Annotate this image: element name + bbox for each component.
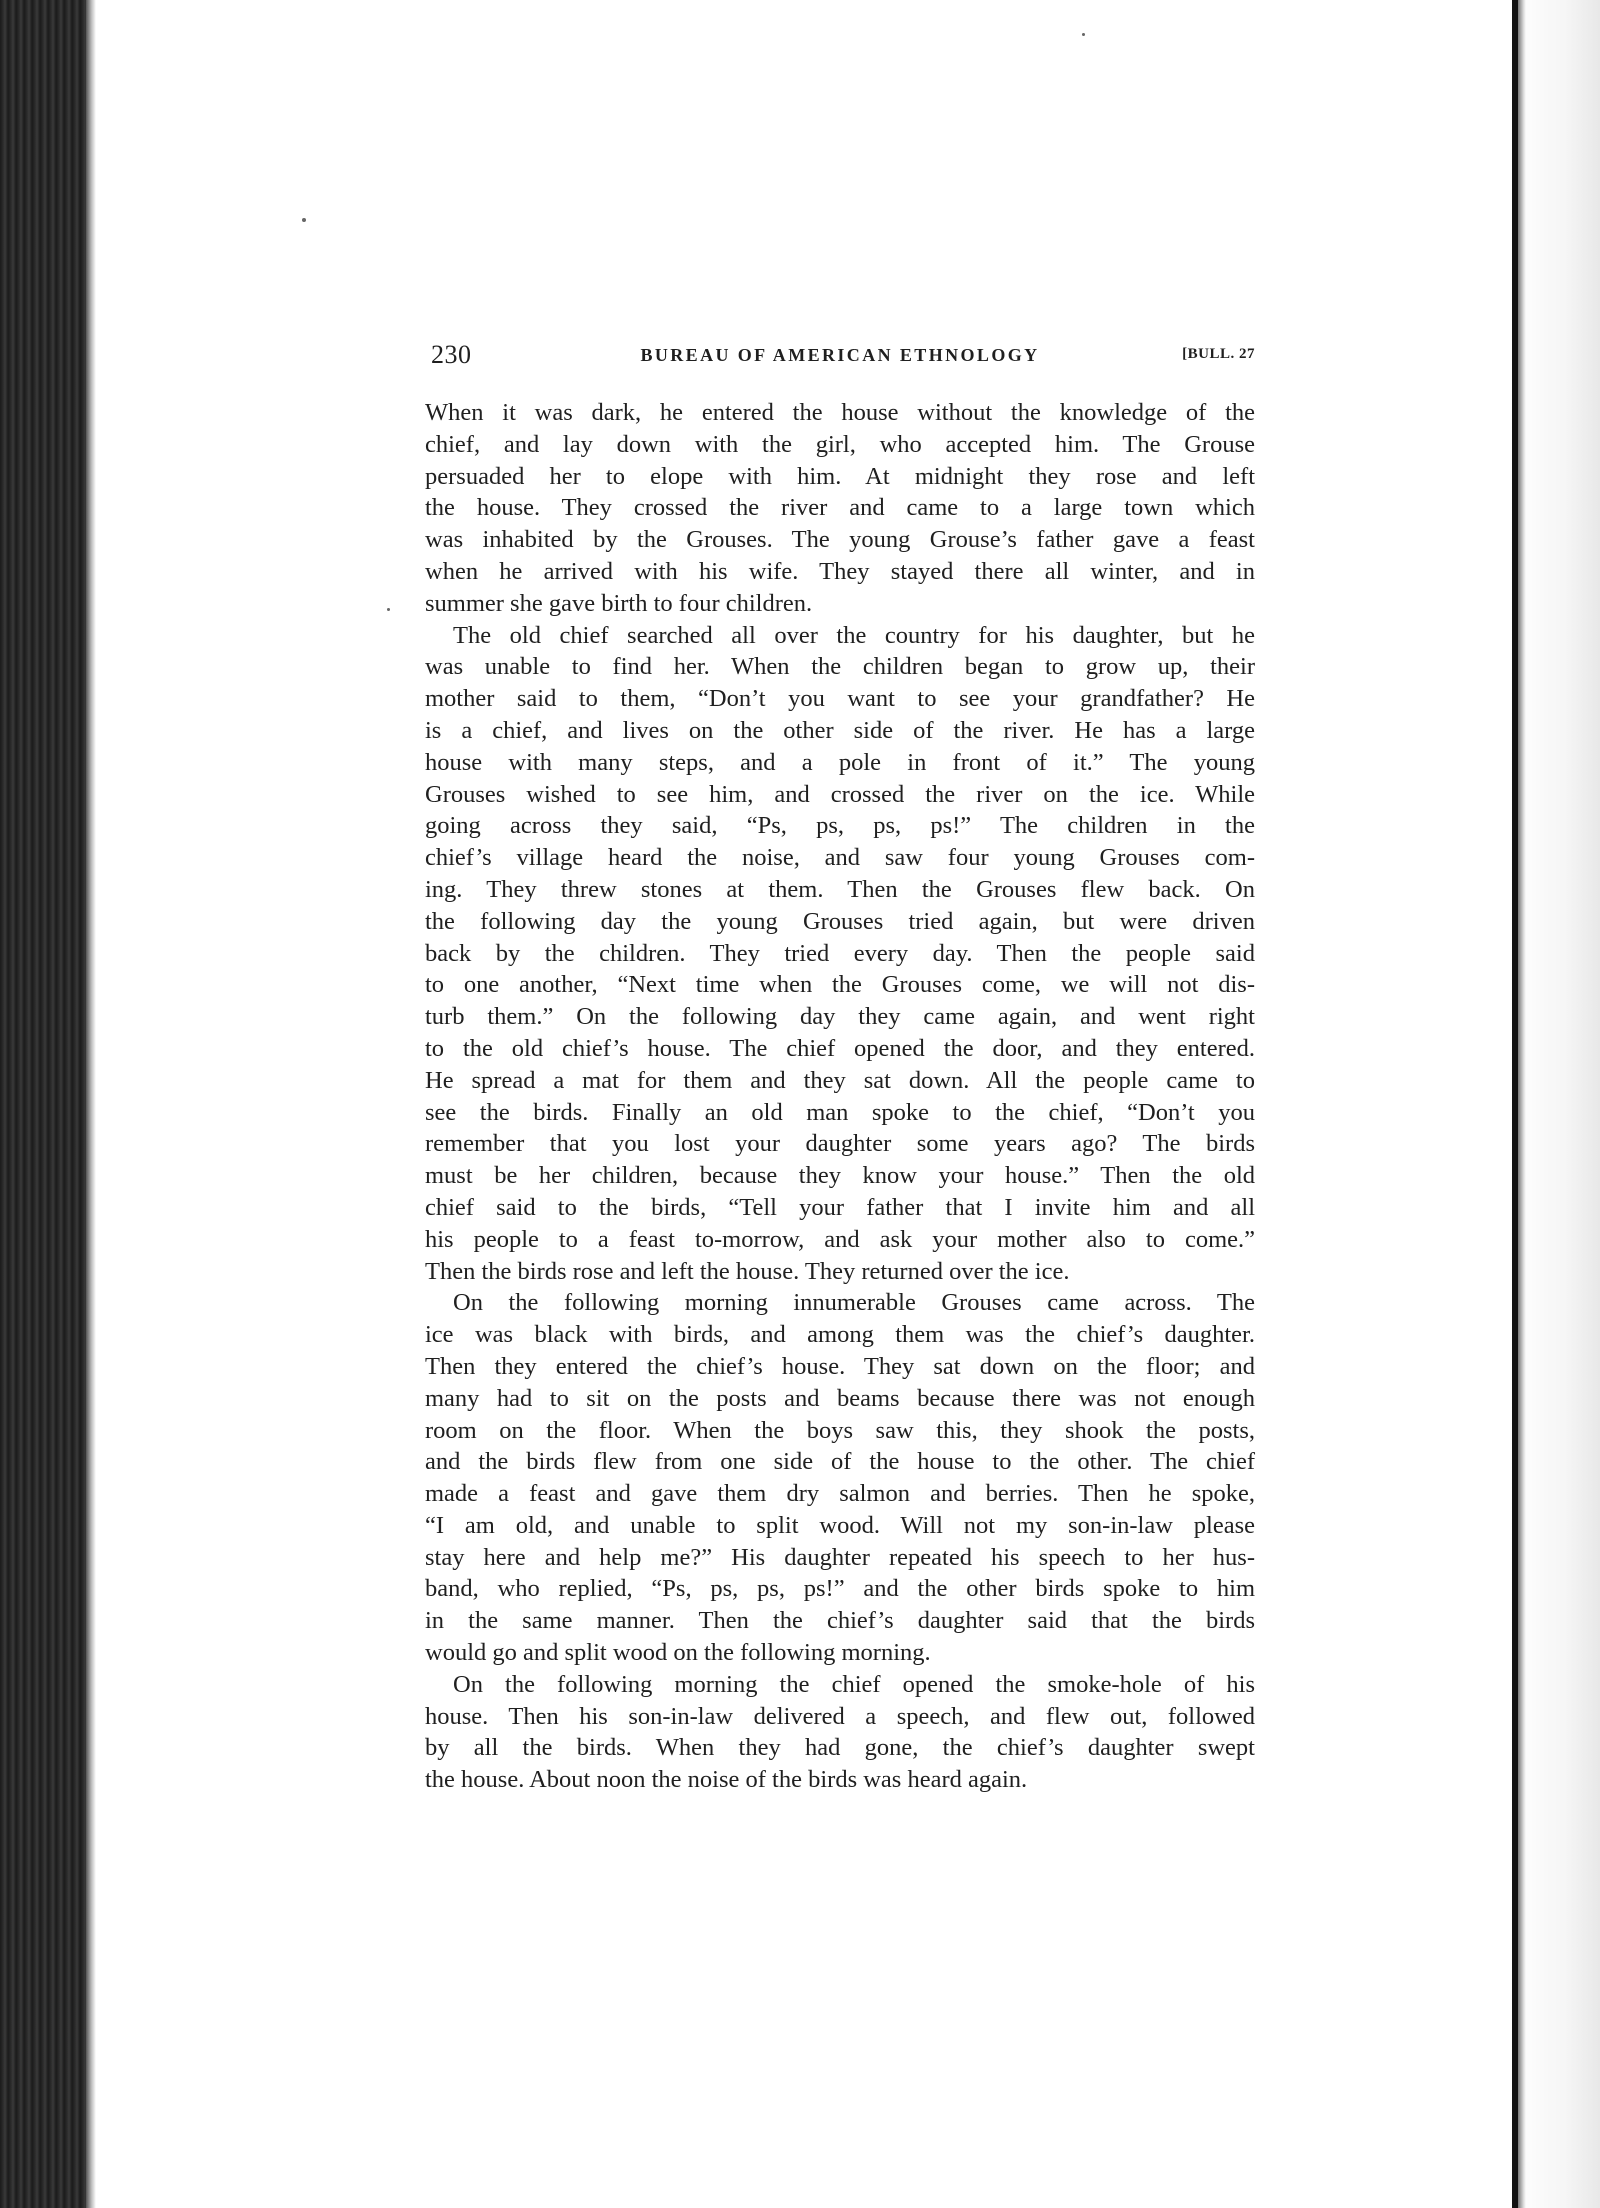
- text-line: stay here and help me?” His daughter repeated his speech to her hus-: [425, 1543, 1255, 1571]
- text-line: when he arrived with his wife. They stayed there all winter, and in: [425, 557, 1255, 585]
- text-line: in the same manner. Then the chief’s daughter said that the birds: [425, 1607, 1255, 1635]
- text-line: Then they entered the chief’s house. They sat down on the floor; and: [425, 1352, 1255, 1380]
- text-line: made a feast and gave them dry salmon and berries. Then he spoke,: [425, 1480, 1255, 1508]
- page-number: 230: [431, 340, 472, 369]
- paragraph-first-line: On the following morning innumerable Grouses came across. The: [453, 1289, 1255, 1317]
- text-line: ing. They threw stones at them. Then the Grouses flew back. On: [425, 875, 1255, 903]
- text-line: and the birds flew from one side of the house to the other. The chief: [425, 1448, 1255, 1476]
- text-line: is a chief, and lives on the other side of the river. He has a large: [425, 716, 1255, 744]
- text-line: many had to sit on the posts and beams because there was not enough: [425, 1384, 1255, 1412]
- text-line: was unable to find her. When the children began to grow up, their: [425, 653, 1255, 681]
- text-line: “I am old, and unable to split wood. Will not my son-in-law please: [425, 1511, 1255, 1539]
- text-line: room on the floor. When the boys saw this, they shook the posts,: [425, 1416, 1255, 1444]
- right-binding-shadow: [1518, 0, 1526, 2208]
- body-text: [425, 397, 1255, 1796]
- bulletin-reference: [BULL. 27: [1182, 346, 1255, 362]
- text-line: persuaded her to elope with him. At midnight they rose and left: [425, 462, 1255, 490]
- text-line: the house. About noon the noise of the birds was heard again.: [425, 1766, 1028, 1794]
- text-line: house. Then his son-in-law delivered a speech, and flew out, followed: [425, 1702, 1255, 1730]
- page-header: [425, 340, 1255, 374]
- text-line: mother said to them, “Don’t you want to see your grandfather? He: [425, 685, 1255, 713]
- text-line: was inhabited by the Grouses. The young Grouse’s father gave a feast: [425, 526, 1255, 554]
- left-binding-shadow: [86, 0, 96, 2208]
- text-line: He spread a mat for them and they sat down. All the people came to: [425, 1066, 1255, 1094]
- text-line: chief, and lay down with the girl, who accepted him. The Grouse: [425, 430, 1255, 458]
- text-line: Then the birds rose and left the house. They returned over the ice.: [425, 1257, 1070, 1285]
- text-line: his people to a feast to-morrow, and ask your mother also to come.”: [425, 1225, 1255, 1253]
- text-line: the house. They crossed the river and came to a large town which: [425, 494, 1255, 522]
- text-line: must be her children, because they know your house.” Then the old: [425, 1162, 1255, 1190]
- text-line: turb them.” On the following day they came again, and went right: [425, 1003, 1255, 1031]
- text-line: summer she gave birth to four children.: [425, 589, 813, 617]
- text-line: chief’s village heard the noise, and saw four young Grouses com-: [425, 844, 1255, 872]
- paragraph-first-line: On the following morning the chief opened the smoke-hole of his: [453, 1670, 1255, 1698]
- text-line: going across they said, “Ps, ps, ps, ps!” The children in the: [425, 812, 1255, 840]
- text-line: remember that you lost your daughter some years ago? The birds: [425, 1130, 1255, 1158]
- text-line: When it was dark, he entered the house without the knowledge of the: [425, 399, 1255, 426]
- text-line: see the birds. Finally an old man spoke to the chief, “Don’t you: [425, 1098, 1255, 1126]
- text-line: house with many steps, and a pole in front of it.” The young: [425, 748, 1255, 776]
- left-binding-edge: [0, 0, 90, 2208]
- scan-speck: [302, 218, 306, 222]
- text-line: to the old chief’s house. The chief opened the door, and they entered.: [425, 1034, 1255, 1062]
- text-line: band, who replied, “Ps, ps, ps, ps!” and the other birds spoke to him: [425, 1575, 1255, 1603]
- running-head: BUREAU OF AMERICAN ETHNOLOGY: [640, 345, 1040, 365]
- text-line: the following day the young Grouses tried again, but were driven: [425, 907, 1255, 935]
- text-line: back by the children. They tried every day. Then the people said: [425, 939, 1255, 967]
- text-line: ice was black with birds, and among them was the chief’s daughter.: [425, 1321, 1255, 1349]
- scan-speck: [387, 608, 390, 611]
- text-line: to one another, “Next time when the Grouses come, we will not dis-: [425, 971, 1255, 999]
- text-line: chief said to the birds, “Tell your father that I invite him and all: [425, 1193, 1255, 1221]
- scan-speck: [1082, 33, 1085, 36]
- paragraph-first-line: The old chief searched all over the country for his daughter, but he: [453, 621, 1255, 649]
- text-line: by all the birds. When they had gone, the chief’s daughter swept: [425, 1734, 1255, 1762]
- text-line: would go and split wood on the following morning.: [425, 1639, 931, 1667]
- text-line: Grouses wished to see him, and crossed the river on the ice. While: [425, 780, 1255, 808]
